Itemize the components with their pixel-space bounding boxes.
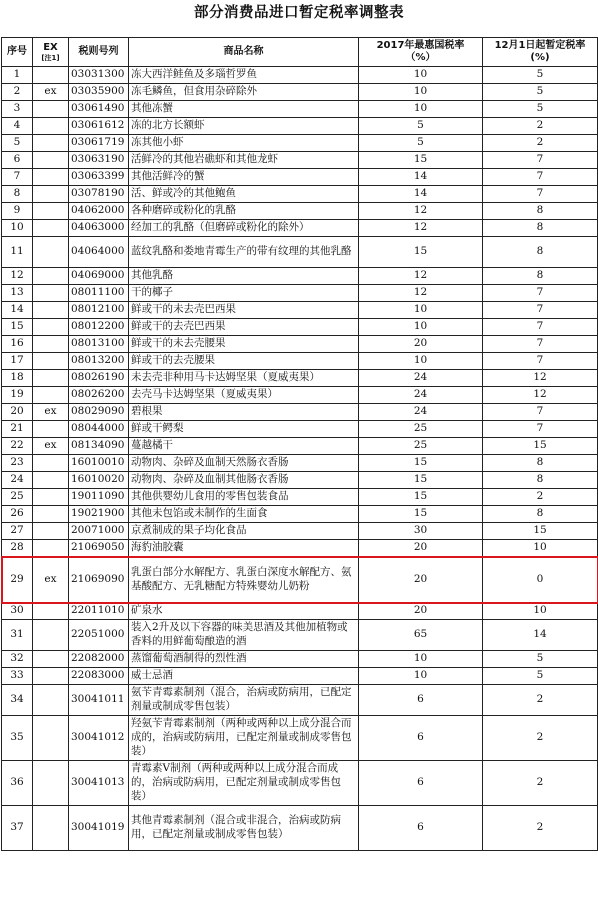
cell-rate-dec: 5 (483, 84, 598, 101)
cell-rate-dec: 7 (483, 421, 598, 438)
table-row (2, 203, 598, 220)
cell-code: 04064000 (69, 237, 129, 268)
cell-seq: 31 (2, 620, 33, 651)
cell-seq: 8 (2, 186, 33, 203)
cell-code: 03035900 (69, 84, 129, 101)
table-row (2, 135, 598, 152)
cell-rate-dec: 8 (483, 472, 598, 489)
cell-ex (33, 716, 69, 761)
cell-ex (33, 761, 69, 806)
cell-seq: 23 (2, 455, 33, 472)
cell-rate-2017: 25 (359, 438, 483, 455)
cell-ex: ex (33, 557, 69, 603)
cell-ex (33, 506, 69, 523)
table-row (2, 152, 598, 169)
cell-seq: 15 (2, 319, 33, 336)
table-row (2, 370, 598, 387)
cell-code: 30041013 (69, 761, 129, 806)
cell-rate-2017: 15 (359, 152, 483, 169)
table-row (2, 353, 598, 370)
cell-ex (33, 118, 69, 135)
cell-name: 冻毛鳞鱼，但食用杂碎除外 (129, 84, 359, 101)
table-row (2, 336, 598, 353)
cell-seq: 33 (2, 668, 33, 685)
table-row (2, 668, 598, 685)
cell-seq: 5 (2, 135, 33, 152)
cell-rate-2017: 6 (359, 761, 483, 806)
cell-name: 冻大西洋鲑鱼及多瑙哲罗鱼 (129, 67, 359, 84)
cell-name: 动物肉、杂碎及血制天然肠衣香肠 (129, 455, 359, 472)
table-row (2, 455, 598, 472)
table-row (2, 523, 598, 540)
cell-seq: 29 (2, 557, 33, 603)
cell-ex (33, 651, 69, 668)
cell-code: 30041012 (69, 716, 129, 761)
cell-rate-dec: 7 (483, 186, 598, 203)
cell-code: 21069050 (69, 540, 129, 557)
cell-ex (33, 285, 69, 302)
table-row (2, 421, 598, 438)
cell-rate-dec: 7 (483, 285, 598, 302)
cell-name: 青霉素V制剂（两种或两种以上成分混合而成的，治病或防病用，已配定剂量或制成零售包装） (129, 761, 359, 806)
cell-rate-dec: 5 (483, 101, 598, 118)
cell-rate-2017: 24 (359, 404, 483, 421)
cell-seq: 10 (2, 220, 33, 237)
cell-rate-dec: 2 (483, 685, 598, 716)
cell-rate-2017: 5 (359, 118, 483, 135)
cell-code: 16010020 (69, 472, 129, 489)
cell-name: 蒸馏葡萄酒制得的烈性酒 (129, 651, 359, 668)
cell-rate-dec: 8 (483, 237, 598, 268)
cell-seq: 2 (2, 84, 33, 101)
cell-code: 08013200 (69, 353, 129, 370)
cell-rate-dec: 2 (483, 761, 598, 806)
cell-code: 03063399 (69, 169, 129, 186)
cell-ex (33, 540, 69, 557)
cell-ex (33, 152, 69, 169)
cell-ex (33, 387, 69, 404)
cell-name: 经加工的乳酪（但磨碎或粉化的除外） (129, 220, 359, 237)
table-row (2, 651, 598, 668)
cell-seq: 6 (2, 152, 33, 169)
table-row (2, 319, 598, 336)
cell-rate-dec: 7 (483, 336, 598, 353)
table-row (2, 489, 598, 506)
cell-seq: 21 (2, 421, 33, 438)
cell-rate-dec: 5 (483, 651, 598, 668)
cell-ex (33, 489, 69, 506)
cell-rate-dec: 2 (483, 135, 598, 152)
cell-rate-2017: 5 (359, 135, 483, 152)
cell-rate-2017: 12 (359, 203, 483, 220)
cell-code: 19011090 (69, 489, 129, 506)
cell-seq: 30 (2, 603, 33, 620)
cell-rate-dec: 14 (483, 620, 598, 651)
cell-name: 其他冻蟹 (129, 101, 359, 118)
cell-code: 04063000 (69, 220, 129, 237)
cell-seq: 32 (2, 651, 33, 668)
cell-ex: ex (33, 438, 69, 455)
cell-rate-2017: 14 (359, 169, 483, 186)
cell-ex (33, 302, 69, 319)
cell-seq: 37 (2, 806, 33, 851)
cell-rate-dec: 2 (483, 806, 598, 851)
cell-rate-2017: 12 (359, 268, 483, 285)
header-ex-note: [注1] (41, 54, 60, 62)
cell-ex (33, 220, 69, 237)
cell-name: 各种磨碎或粉化的乳酪 (129, 203, 359, 220)
cell-rate-2017: 6 (359, 685, 483, 716)
cell-code: 08134090 (69, 438, 129, 455)
cell-rate-dec: 7 (483, 319, 598, 336)
table-row (2, 404, 598, 421)
cell-rate-2017: 25 (359, 421, 483, 438)
cell-seq: 17 (2, 353, 33, 370)
cell-rate-2017: 15 (359, 455, 483, 472)
table-row (2, 540, 598, 557)
cell-seq: 20 (2, 404, 33, 421)
cell-ex (33, 135, 69, 152)
cell-ex (33, 685, 69, 716)
cell-name: 未去壳非种用马卡达姆坚果（夏威夷果） (129, 370, 359, 387)
cell-code: 08026190 (69, 370, 129, 387)
cell-seq: 9 (2, 203, 33, 220)
cell-name: 其他供婴幼儿食用的零售包装食品 (129, 489, 359, 506)
cell-code: 08012100 (69, 302, 129, 319)
cell-ex (33, 203, 69, 220)
cell-rate-dec: 7 (483, 152, 598, 169)
cell-seq: 19 (2, 387, 33, 404)
cell-rate-2017: 24 (359, 387, 483, 404)
cell-seq: 25 (2, 489, 33, 506)
cell-rate-dec: 8 (483, 506, 598, 523)
cell-name: 鲜或干的去壳巴西果 (129, 319, 359, 336)
cell-seq: 7 (2, 169, 33, 186)
table-row (2, 557, 598, 603)
cell-code: 03061719 (69, 135, 129, 152)
cell-ex (33, 806, 69, 851)
cell-seq: 22 (2, 438, 33, 455)
cell-rate-dec: 8 (483, 203, 598, 220)
cell-code: 30041011 (69, 685, 129, 716)
cell-rate-2017: 15 (359, 472, 483, 489)
cell-seq: 18 (2, 370, 33, 387)
cell-seq: 13 (2, 285, 33, 302)
cell-code: 03061612 (69, 118, 129, 135)
cell-code: 20071000 (69, 523, 129, 540)
cell-rate-dec: 15 (483, 438, 598, 455)
cell-rate-dec: 5 (483, 67, 598, 84)
cell-ex: ex (33, 404, 69, 421)
table-header-row (2, 38, 598, 67)
cell-rate-dec: 5 (483, 668, 598, 685)
cell-rate-2017: 6 (359, 716, 483, 761)
cell-code: 22011010 (69, 603, 129, 620)
cell-rate-dec: 10 (483, 540, 598, 557)
cell-rate-dec: 12 (483, 387, 598, 404)
header-rate-dec: 12月1日起暂定税率 (%) (483, 38, 598, 67)
cell-code: 22082000 (69, 651, 129, 668)
cell-rate-dec: 7 (483, 302, 598, 319)
page-title: 部分消费品进口暂定税率调整表 (194, 5, 404, 21)
cell-ex (33, 268, 69, 285)
cell-name: 鲜或干的未去壳巴西果 (129, 302, 359, 319)
cell-ex (33, 455, 69, 472)
cell-rate-2017: 65 (359, 620, 483, 651)
cell-code: 08011100 (69, 285, 129, 302)
cell-rate-dec: 2 (483, 118, 598, 135)
cell-code: 16010010 (69, 455, 129, 472)
cell-ex (33, 472, 69, 489)
cell-seq: 36 (2, 761, 33, 806)
table-row (2, 438, 598, 455)
cell-name: 冻其他小虾 (129, 135, 359, 152)
cell-name: 鲜或干的去壳腰果 (129, 353, 359, 370)
cell-rate-2017: 24 (359, 370, 483, 387)
cell-name: 其他乳酪 (129, 268, 359, 285)
cell-name: 鲜或干鳄梨 (129, 421, 359, 438)
cell-name: 蔓越橘干 (129, 438, 359, 455)
table-row (2, 67, 598, 84)
cell-ex (33, 603, 69, 620)
cell-seq: 12 (2, 268, 33, 285)
cell-name: 京煮制成的果子均化食品 (129, 523, 359, 540)
table-row (2, 761, 598, 806)
header-rate-2017: 2017年最惠国税率 （%） (359, 38, 483, 67)
cell-code: 08012200 (69, 319, 129, 336)
cell-rate-dec: 2 (483, 716, 598, 761)
cell-seq: 3 (2, 101, 33, 118)
cell-code: 30041019 (69, 806, 129, 851)
tariff-table (1, 37, 598, 851)
cell-code: 08026200 (69, 387, 129, 404)
cell-rate-dec: 8 (483, 455, 598, 472)
cell-rate-2017: 20 (359, 336, 483, 353)
cell-seq: 11 (2, 237, 33, 268)
cell-rate-2017: 10 (359, 67, 483, 84)
cell-rate-2017: 20 (359, 603, 483, 620)
cell-code: 04069000 (69, 268, 129, 285)
cell-ex (33, 67, 69, 84)
cell-name: 蓝纹乳酪和娄地青霉生产的带有纹理的其他乳酪 (129, 237, 359, 268)
cell-name: 活、鲜或冷的其他鲍鱼 (129, 186, 359, 203)
cell-rate-2017: 10 (359, 84, 483, 101)
header-name: 商品名称 (129, 38, 359, 67)
table-row (2, 186, 598, 203)
cell-ex (33, 370, 69, 387)
table-row (2, 506, 598, 523)
cell-seq: 34 (2, 685, 33, 716)
cell-rate-dec: 10 (483, 603, 598, 620)
cell-rate-2017: 20 (359, 557, 483, 603)
table-row (2, 302, 598, 319)
cell-rate-dec: 8 (483, 268, 598, 285)
cell-rate-2017: 15 (359, 237, 483, 268)
cell-rate-dec: 7 (483, 404, 598, 421)
cell-ex (33, 353, 69, 370)
cell-rate-dec: 7 (483, 353, 598, 370)
cell-name: 氨苄青霉素制剂（混合，治病或防病用，已配定剂量或制成零售包装） (129, 685, 359, 716)
cell-code: 08044000 (69, 421, 129, 438)
cell-rate-2017: 10 (359, 319, 483, 336)
cell-ex (33, 421, 69, 438)
cell-rate-2017: 10 (359, 668, 483, 685)
cell-ex (33, 186, 69, 203)
table-row (2, 806, 598, 851)
cell-rate-dec: 7 (483, 169, 598, 186)
cell-code: 03031300 (69, 67, 129, 84)
cell-name: 乳蛋白部分水解配方、乳蛋白深度水解配方、氨基酸配方、无乳糖配方特殊婴幼儿奶粉 (129, 557, 359, 603)
cell-rate-2017: 14 (359, 186, 483, 203)
cell-rate-2017: 12 (359, 220, 483, 237)
cell-name: 海豹油胶囊 (129, 540, 359, 557)
table-row (2, 685, 598, 716)
cell-code: 21069090 (69, 557, 129, 603)
cell-name: 鲜或干的未去壳腰果 (129, 336, 359, 353)
table-row (2, 603, 598, 620)
cell-ex (33, 523, 69, 540)
cell-name: 其他青霉素制剂（混合或非混合，治病或防病用，已配定剂量或制成零售包装） (129, 806, 359, 851)
cell-code: 22083000 (69, 668, 129, 685)
cell-seq: 1 (2, 67, 33, 84)
cell-name: 其他活鲜冷的蟹 (129, 169, 359, 186)
cell-code: 08029090 (69, 404, 129, 421)
table-row (2, 268, 598, 285)
table-row (2, 716, 598, 761)
cell-ex (33, 101, 69, 118)
cell-rate-dec: 12 (483, 370, 598, 387)
cell-name: 去壳马卡达姆坚果（夏威夷果） (129, 387, 359, 404)
cell-rate-dec: 8 (483, 220, 598, 237)
table-row (2, 169, 598, 186)
cell-ex (33, 336, 69, 353)
cell-ex (33, 169, 69, 186)
header-seq: 序号 (2, 38, 33, 67)
cell-ex (33, 319, 69, 336)
cell-code: 03063190 (69, 152, 129, 169)
cell-seq: 14 (2, 302, 33, 319)
header-rate-2017-unit: （%） (405, 52, 436, 63)
cell-seq: 27 (2, 523, 33, 540)
cell-rate-2017: 10 (359, 651, 483, 668)
table-row (2, 220, 598, 237)
cell-code: 22051000 (69, 620, 129, 651)
table-row (2, 285, 598, 302)
cell-name: 其他未包馅或未制作的生面食 (129, 506, 359, 523)
cell-code: 03078190 (69, 186, 129, 203)
cell-code: 03061490 (69, 101, 129, 118)
cell-rate-2017: 15 (359, 489, 483, 506)
table-row (2, 620, 598, 651)
cell-rate-2017: 12 (359, 285, 483, 302)
cell-seq: 35 (2, 716, 33, 761)
header-rate-dec-unit: (%) (530, 52, 550, 63)
header-code: 税则号列 (69, 38, 129, 67)
cell-seq: 4 (2, 118, 33, 135)
cell-ex (33, 668, 69, 685)
cell-name: 干的椰子 (129, 285, 359, 302)
cell-name: 装入2升及以下容器的味美思酒及其他加植物或香料的用鲜葡萄酿造的酒 (129, 620, 359, 651)
table-row (2, 237, 598, 268)
header-ex: EX [注1] (33, 38, 69, 67)
cell-rate-2017: 10 (359, 302, 483, 319)
cell-rate-2017: 30 (359, 523, 483, 540)
cell-code: 19021900 (69, 506, 129, 523)
cell-name: 羟氨苄青霉素制剂（两种或两种以上成分混合而成的，治病或防病用，已配定剂量或制成零售包装） (129, 716, 359, 761)
cell-rate-2017: 10 (359, 353, 483, 370)
cell-rate-dec: 15 (483, 523, 598, 540)
cell-code: 04062000 (69, 203, 129, 220)
cell-ex (33, 237, 69, 268)
cell-seq: 16 (2, 336, 33, 353)
cell-rate-2017: 10 (359, 101, 483, 118)
cell-ex (33, 620, 69, 651)
table-row (2, 118, 598, 135)
table-row (2, 101, 598, 118)
cell-rate-2017: 6 (359, 806, 483, 851)
cell-name: 矿泉水 (129, 603, 359, 620)
cell-name: 动物肉、杂碎及血制其他肠衣香肠 (129, 472, 359, 489)
cell-rate-dec: 0 (483, 557, 598, 603)
cell-ex: ex (33, 84, 69, 101)
cell-name: 威士忌酒 (129, 668, 359, 685)
table-row (2, 472, 598, 489)
cell-seq: 26 (2, 506, 33, 523)
cell-seq: 28 (2, 540, 33, 557)
cell-code: 08013100 (69, 336, 129, 353)
cell-name: 活鲜冷的其他岩礁虾和其他龙虾 (129, 152, 359, 169)
cell-rate-2017: 20 (359, 540, 483, 557)
cell-name: 碧根果 (129, 404, 359, 421)
cell-seq: 24 (2, 472, 33, 489)
table-row (2, 387, 598, 404)
cell-name: 冻的北方长额虾 (129, 118, 359, 135)
cell-rate-dec: 2 (483, 489, 598, 506)
cell-rate-2017: 15 (359, 506, 483, 523)
table-row (2, 84, 598, 101)
